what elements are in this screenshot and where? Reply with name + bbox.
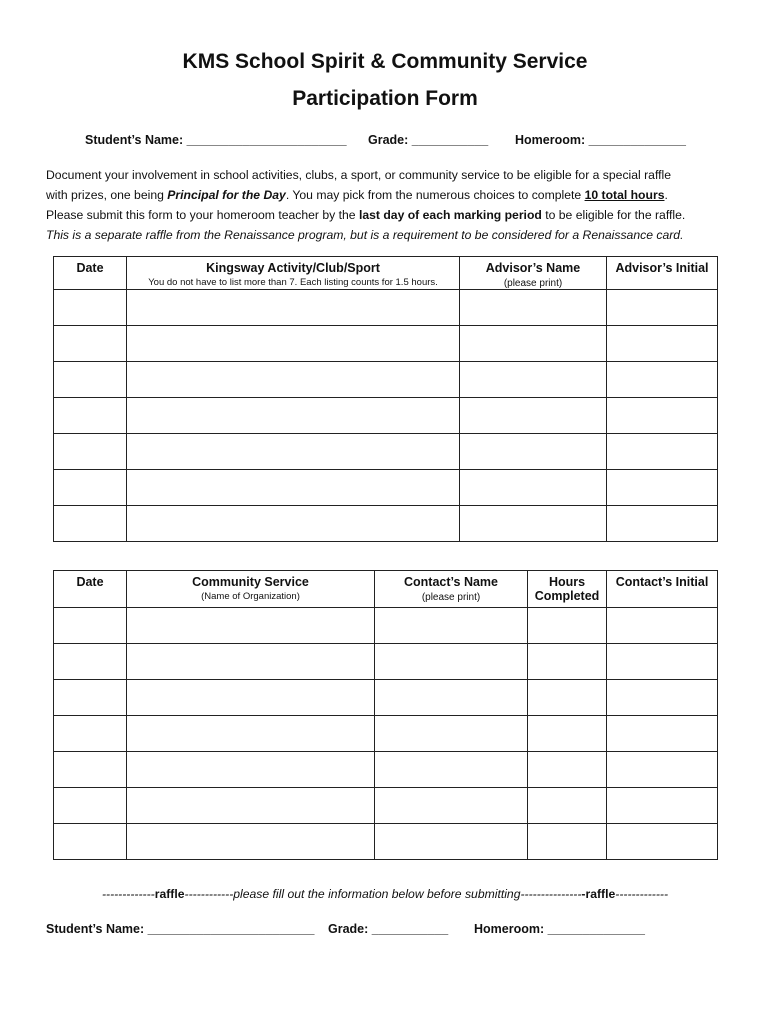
service-cell[interactable]: [127, 824, 375, 860]
raffle-dashes: -----------: [184, 887, 230, 901]
top-fields: [0, 133, 770, 149]
contact-cell[interactable]: [375, 824, 528, 860]
header-label: Advisor’s Name: [485, 261, 581, 275]
contact-cell[interactable]: [375, 644, 528, 680]
hours-cell[interactable]: [528, 644, 607, 680]
header-label: Contact’s Name: [403, 575, 498, 589]
instructions-text: to be eligible for the raffle.: [541, 208, 686, 222]
raffle-word: -raffle: [581, 887, 616, 901]
activity-table: [53, 256, 718, 542]
initial-cell[interactable]: [607, 362, 718, 398]
date-cell[interactable]: [54, 326, 127, 362]
header-advisor-initial: [607, 257, 718, 290]
date-cell[interactable]: [54, 752, 127, 788]
service-table: [53, 570, 718, 860]
service-cell[interactable]: [127, 716, 375, 752]
instructions-line-3: [46, 205, 726, 225]
service-cell[interactable]: [127, 788, 375, 824]
raffle-divider: [0, 887, 770, 901]
advisor-cell[interactable]: [460, 326, 607, 362]
table-row: [54, 362, 718, 398]
header-activity: [127, 257, 460, 290]
date-cell[interactable]: [54, 716, 127, 752]
date-cell[interactable]: [54, 608, 127, 644]
initial-cell[interactable]: [607, 290, 718, 326]
instructions-line-1: [46, 165, 726, 185]
header-label: Community Service: [192, 575, 309, 589]
table-row: [54, 398, 718, 434]
grade-field[interactable]: Grade: ___________: [368, 133, 489, 147]
raffle-dashes: ---------------: [520, 887, 582, 901]
advisor-cell[interactable]: [460, 362, 607, 398]
header-service: [127, 571, 375, 608]
activity-cell[interactable]: [127, 362, 460, 398]
header-label: Completed: [534, 589, 600, 603]
header-label: Date: [76, 575, 104, 589]
header-label: Contact’s Initial: [615, 575, 709, 589]
initial-cell[interactable]: [607, 608, 718, 644]
header-date: [54, 571, 127, 608]
initial-cell[interactable]: [607, 752, 718, 788]
initial-cell[interactable]: [607, 434, 718, 470]
activity-cell[interactable]: [127, 506, 460, 542]
table-row: [54, 716, 718, 752]
deadline: last day of each marking period: [358, 208, 542, 222]
hours-cell[interactable]: [528, 752, 607, 788]
date-cell[interactable]: [54, 788, 127, 824]
bottom-student-name-field[interactable]: Student’s Name: ________________________: [46, 922, 315, 936]
header-note: You do not have to list more than 7. Each listing counts for 1.5 hours.: [148, 277, 438, 288]
activity-cell[interactable]: [127, 434, 460, 470]
advisor-cell[interactable]: [460, 434, 607, 470]
hours-cell[interactable]: [528, 824, 607, 860]
activity-cell[interactable]: [127, 326, 460, 362]
service-cell[interactable]: [127, 608, 375, 644]
initial-cell[interactable]: [607, 824, 718, 860]
date-cell[interactable]: [54, 290, 127, 326]
table-row: [54, 290, 718, 326]
advisor-cell[interactable]: [460, 290, 607, 326]
hours-cell[interactable]: [528, 608, 607, 644]
header-note: (please print): [503, 278, 563, 289]
table-row: [54, 608, 718, 644]
initial-cell[interactable]: [607, 470, 718, 506]
activity-cell[interactable]: [127, 290, 460, 326]
date-cell[interactable]: [54, 644, 127, 680]
principal-for-day: Principal for the Day: [167, 188, 286, 202]
date-cell[interactable]: [54, 506, 127, 542]
date-cell[interactable]: [54, 398, 127, 434]
service-cell[interactable]: [127, 644, 375, 680]
table-row: [54, 788, 718, 824]
header-contact: [375, 571, 528, 608]
header-advisor: [460, 257, 607, 290]
header-label: Hours: [548, 575, 586, 589]
advisor-cell[interactable]: [460, 470, 607, 506]
instructions-text: . You may pick from the numerous choices to complete: [285, 188, 585, 202]
advisor-cell[interactable]: [460, 398, 607, 434]
hours-cell[interactable]: [528, 788, 607, 824]
table-header-row: [54, 257, 718, 290]
student-name-field[interactable]: Student’s Name: _______________________: [85, 133, 347, 147]
initial-cell[interactable]: [607, 506, 718, 542]
table-row: [54, 752, 718, 788]
service-cell[interactable]: [127, 680, 375, 716]
hours-cell[interactable]: [528, 680, 607, 716]
header-note: (Name of Organization): [201, 591, 300, 602]
hours-cell[interactable]: [528, 716, 607, 752]
initial-cell[interactable]: [607, 644, 718, 680]
table-row: [54, 326, 718, 362]
table-header-row: [54, 571, 718, 608]
header-label: Kingsway Activity/Club/Sport: [206, 261, 380, 275]
activity-cell[interactable]: [127, 470, 460, 506]
instructions-text: with prizes, one being: [46, 188, 168, 202]
instructions-line-4: This is a separate raffle from the Renaissance program, but is a requirement to be considered for a Renaissance card.: [46, 228, 684, 242]
contact-cell[interactable]: [375, 716, 528, 752]
bottom-fields: [0, 922, 770, 938]
contact-cell[interactable]: [375, 608, 528, 644]
bottom-grade-field[interactable]: Grade: ___________: [328, 922, 449, 936]
date-cell[interactable]: [54, 434, 127, 470]
header-date: [54, 257, 127, 290]
form-title: KMS School Spirit & Community Service: [182, 50, 588, 73]
header-contact-initial: [607, 571, 718, 608]
table-row: [54, 506, 718, 542]
table-row: [54, 824, 718, 860]
initial-cell[interactable]: [607, 680, 718, 716]
advisor-cell[interactable]: [460, 506, 607, 542]
table-row: [54, 680, 718, 716]
instructions: [46, 165, 726, 245]
activity-cell[interactable]: [127, 398, 460, 434]
bottom-homeroom-field[interactable]: Homeroom: ______________: [474, 922, 645, 936]
raffle-dashes: -------------: [101, 887, 155, 901]
homeroom-field[interactable]: Homeroom: ______________: [515, 133, 686, 147]
instructions-line-2: [46, 185, 726, 205]
header-label: Date: [76, 261, 104, 275]
instructions-text: .: [664, 188, 668, 202]
header-hours: [528, 571, 607, 608]
date-cell[interactable]: [54, 470, 127, 506]
table-row: [54, 644, 718, 680]
contact-cell[interactable]: [375, 788, 528, 824]
table-row: [54, 434, 718, 470]
raffle-instruction: -please fill out the information below before submitting: [229, 887, 521, 901]
date-cell[interactable]: [54, 824, 127, 860]
initial-cell[interactable]: [607, 326, 718, 362]
header-note: (please print): [421, 592, 481, 603]
raffle-dashes: -------------: [615, 887, 669, 901]
initial-cell[interactable]: [607, 398, 718, 434]
total-hours: 10 total hours: [584, 188, 665, 202]
instructions-text: Document your involvement in school activities, clubs, a sport, or community service to be eligible for a special raffle: [46, 168, 672, 182]
service-cell[interactable]: [127, 752, 375, 788]
instructions-text: Please submit this form to your homeroom teacher by the: [46, 208, 359, 222]
raffle-word: raffle: [154, 887, 185, 901]
date-cell[interactable]: [54, 362, 127, 398]
initial-cell[interactable]: [607, 716, 718, 752]
form-subtitle: Participation Form: [292, 87, 478, 110]
contact-cell[interactable]: [375, 752, 528, 788]
contact-cell[interactable]: [375, 680, 528, 716]
table-row: [54, 470, 718, 506]
initial-cell[interactable]: [607, 788, 718, 824]
date-cell[interactable]: [54, 680, 127, 716]
header-label: Advisor’s Initial: [615, 261, 709, 275]
